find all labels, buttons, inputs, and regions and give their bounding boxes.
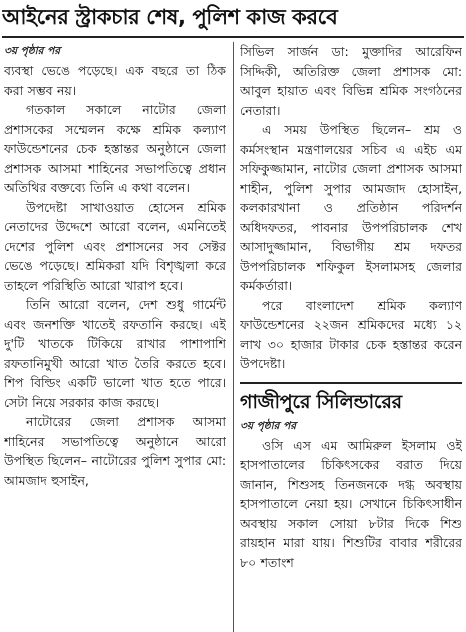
second-story-paragraph: ওসি এস এম আমিরুল ইসলাম ওই হাসপাতালের চিকিৎসকের বরাত দিয়ে জানান, শিশুসহ তিনজনকে দগ্ধ অবস্থায় হাসপাতালে নেয়া হয়। সেখানে চিকিৎসাধীন অবস্থায় সকাল সোয়া ৮টার দিকে শিশু রায়হান মারা যায়। শিশুটির বাবার শরীরের ৮০ শতাংশ [240,437,462,570]
right-column [240,42,462,632]
article-paragraph: এ সময় উপস্থিত ছিলেন– শ্রম ও কর্মসংস্থান মন্ত্রণালয়ের সচিব এ এইচ এম সফিকুজ্জামান, নাটোর জেলা প্রশাসক আসমা শাহীন, পুলিশ সুপার আমজাদ হোসাইন, কলকারখানা ও প্রতিষ্ঠান পরিদর্শন অধিদফতর, পাবনার উপপরিচালক শেখ আসাদুজ্জামান, বিভাগীয় শ্রম দফতর উপপরিচালক শফিকুল ইসলামসহ জেলার কর্মকর্তারা। [240,122,462,293]
second-story-headline: গাজীপুরে সিলিন্ডারের [240,390,402,413]
second-story-kicker: ৩য় পৃষ্ঠার পর [240,419,297,432]
article-paragraph: নাটোরের জেলা প্রশাসক আসমা শাহিনের সভাপতিত্বে অনুষ্ঠানে আরো উপস্থিত ছিলেন– নাটোরের পুলিশ সুপার মো: আমজাদ হুসাইন, [4,414,226,488]
continuation-kicker: ৩য় পৃষ্ঠার পর [4,45,61,57]
headline-rule [2,36,464,38]
article-paragraph: তিনি আরো বলেন, দেশ শুধু গার্মেন্ট এবং জনশক্তি খাতেই রফতানি করছে। এই দু'টি খাতকে টিকিয়ে রাখার পাশাপাশি রফতানিমুখী আরো খাত তৈরি করতে হবে। শিপ বিল্ডিং একটি ভালো খাত হতে পারে। সেটা নিয়ে সরকার কাজ করছে। [4,297,226,410]
column-divider [233,42,234,632]
article-paragraph: পরে বাংলাদেশ শ্রমিক কল্যাণ ফাউন্ডেশনের ২২জন শ্রমিকদের মধ্যে ১২ লাখ ৩০ হাজার টাকার চেক হস্তান্তর করেন উপদেষ্টা। [240,297,462,371]
left-column [4,42,226,632]
article-paragraph: সিভিল সার্জন ডা: মুক্তাদির আরেফিন সিদ্দিকী, অতিরিক্ত জেলা প্রশাসক মো: আবুল হায়াত এবং বিভিন্ন শ্রমিক সংগঠনের নেতারা। [240,44,462,118]
article-paragraph: উপদেষ্টা সাখাওয়াত হোসেন শ্রমিক নেতাদের উদ্দেশে আরো বলেন, এমনিতেই দেশের পুলিশ এবং প্রশাসনের সব সেক্টর ভেঙে পড়েছে। শ্রমিকরা যদি বিশৃঙ্খলা করে তাহলে পরিস্থিতি আরো খারাপ হবে। [4,199,226,293]
article-paragraph: ব্যবস্থা ভেঙে পড়েছে। এক বছরে তা ঠিক করা সম্ভব নয়। [4,63,226,98]
headline: আইনের স্ট্রাকচার শেষ, পুলিশ কাজ করবে [2,5,338,29]
second-story-rule [240,382,462,384]
article-paragraph: গতকাল সকালে নাটোর জেলা প্রশাসকের সম্মেলন কক্ষে শ্রমিক কল্যাণ ফাউন্ডেশনের চেক হস্তান্তর অনুষ্ঠানে জেলা প্রশাসক আসমা শাহিনের সভাপতিত্বে প্রধান অতিথির বক্তব্যে তিনি এ কথা বলেন। [4,102,226,195]
